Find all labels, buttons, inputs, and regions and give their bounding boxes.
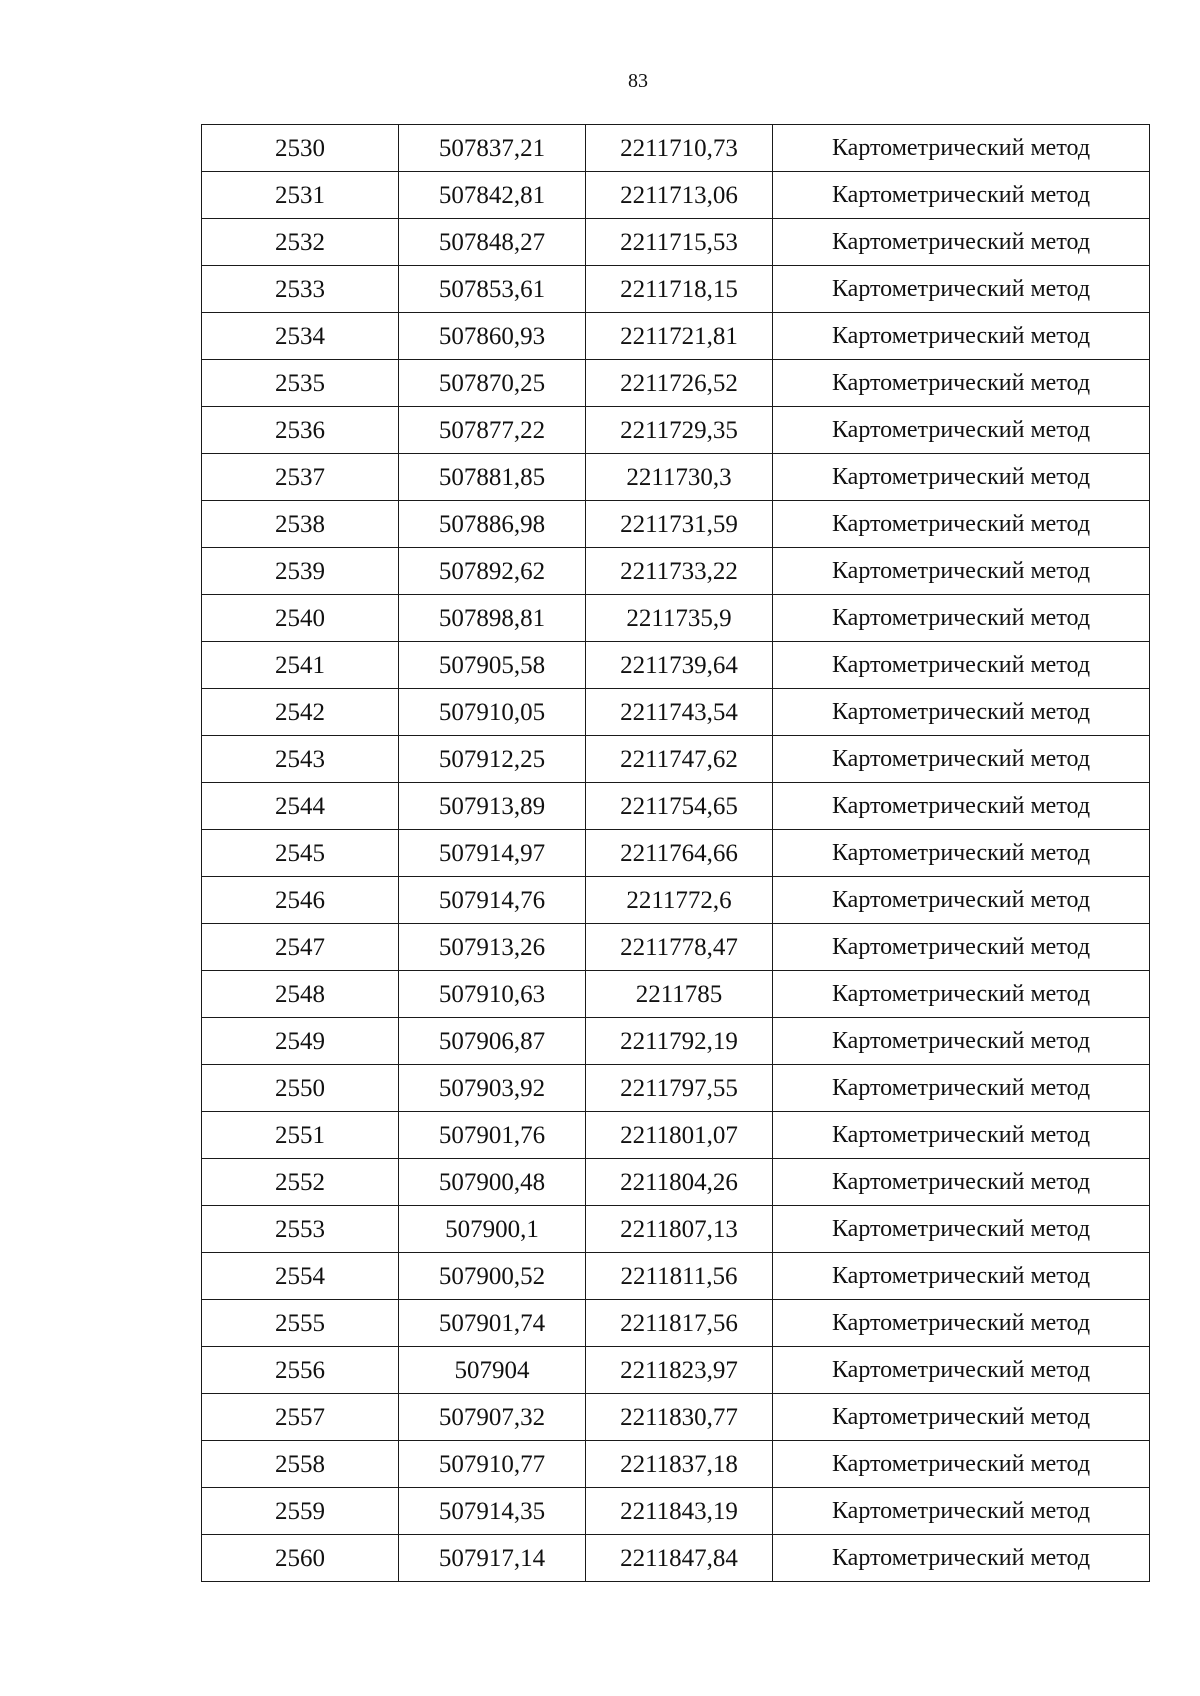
table-row	[202, 313, 1150, 360]
y-coordinate-cell: 2211739,64	[586, 642, 773, 689]
x-coordinate-cell: 507914,76	[399, 877, 586, 924]
point-number-cell: 2552	[202, 1159, 399, 1206]
coordinates-table-body	[202, 125, 1150, 1582]
method-cell: Картометрический метод	[773, 266, 1150, 313]
x-coordinate-cell: 507898,81	[399, 595, 586, 642]
x-coordinate-cell: 507900,52	[399, 1253, 586, 1300]
table-row	[202, 1488, 1150, 1535]
method-cell: Картометрический метод	[773, 313, 1150, 360]
method-cell: Картометрический метод	[773, 172, 1150, 219]
y-coordinate-cell: 2211729,35	[586, 407, 773, 454]
table-row	[202, 1018, 1150, 1065]
page-number: 83	[628, 70, 648, 92]
table-row	[202, 595, 1150, 642]
method-cell: Картометрический метод	[773, 877, 1150, 924]
method-cell: Картометрический метод	[773, 783, 1150, 830]
point-number-cell: 2560	[202, 1535, 399, 1582]
table-row	[202, 1441, 1150, 1488]
point-number-cell: 2553	[202, 1206, 399, 1253]
y-coordinate-cell: 2211721,81	[586, 313, 773, 360]
method-cell: Картометрический метод	[773, 1065, 1150, 1112]
x-coordinate-cell: 507870,25	[399, 360, 586, 407]
method-cell: Картометрический метод	[773, 454, 1150, 501]
y-coordinate-cell: 2211830,77	[586, 1394, 773, 1441]
y-coordinate-cell: 2211804,26	[586, 1159, 773, 1206]
y-coordinate-cell: 2211807,13	[586, 1206, 773, 1253]
point-number-cell: 2531	[202, 172, 399, 219]
y-coordinate-cell: 2211715,53	[586, 219, 773, 266]
x-coordinate-cell: 507910,05	[399, 689, 586, 736]
x-coordinate-cell: 507914,35	[399, 1488, 586, 1535]
method-cell: Картометрический метод	[773, 1159, 1150, 1206]
point-number-cell: 2555	[202, 1300, 399, 1347]
y-coordinate-cell: 2211733,22	[586, 548, 773, 595]
x-coordinate-cell: 507907,32	[399, 1394, 586, 1441]
table-row	[202, 1347, 1150, 1394]
method-cell: Картометрический метод	[773, 548, 1150, 595]
y-coordinate-cell: 2211837,18	[586, 1441, 773, 1488]
x-coordinate-cell: 507901,76	[399, 1112, 586, 1159]
method-cell: Картометрический метод	[773, 1300, 1150, 1347]
x-coordinate-cell: 507848,27	[399, 219, 586, 266]
method-cell: Картометрический метод	[773, 1488, 1150, 1535]
x-coordinate-cell: 507892,62	[399, 548, 586, 595]
point-number-cell: 2539	[202, 548, 399, 595]
table-row	[202, 1253, 1150, 1300]
table-row	[202, 219, 1150, 266]
y-coordinate-cell: 2211764,66	[586, 830, 773, 877]
table-row	[202, 642, 1150, 689]
x-coordinate-cell: 507900,48	[399, 1159, 586, 1206]
x-coordinate-cell: 507853,61	[399, 266, 586, 313]
table-row	[202, 1394, 1150, 1441]
point-number-cell: 2542	[202, 689, 399, 736]
point-number-cell: 2550	[202, 1065, 399, 1112]
x-coordinate-cell: 507904	[399, 1347, 586, 1394]
y-coordinate-cell: 2211743,54	[586, 689, 773, 736]
y-coordinate-cell: 2211843,19	[586, 1488, 773, 1535]
method-cell: Картометрический метод	[773, 407, 1150, 454]
table-row	[202, 1535, 1150, 1582]
table-row	[202, 924, 1150, 971]
point-number-cell: 2537	[202, 454, 399, 501]
table-row	[202, 736, 1150, 783]
x-coordinate-cell: 507914,97	[399, 830, 586, 877]
point-number-cell: 2536	[202, 407, 399, 454]
method-cell: Картометрический метод	[773, 1394, 1150, 1441]
table-row	[202, 360, 1150, 407]
y-coordinate-cell: 2211797,55	[586, 1065, 773, 1112]
point-number-cell: 2558	[202, 1441, 399, 1488]
y-coordinate-cell: 2211754,65	[586, 783, 773, 830]
x-coordinate-cell: 507901,74	[399, 1300, 586, 1347]
y-coordinate-cell: 2211817,56	[586, 1300, 773, 1347]
table-row	[202, 971, 1150, 1018]
method-cell: Картометрический метод	[773, 501, 1150, 548]
point-number-cell: 2533	[202, 266, 399, 313]
point-number-cell: 2547	[202, 924, 399, 971]
method-cell: Картометрический метод	[773, 595, 1150, 642]
y-coordinate-cell: 2211801,07	[586, 1112, 773, 1159]
point-number-cell: 2544	[202, 783, 399, 830]
table-row	[202, 1159, 1150, 1206]
method-cell: Картометрический метод	[773, 1112, 1150, 1159]
x-coordinate-cell: 507912,25	[399, 736, 586, 783]
point-number-cell: 2559	[202, 1488, 399, 1535]
method-cell: Картометрический метод	[773, 1253, 1150, 1300]
table-row	[202, 783, 1150, 830]
y-coordinate-cell: 2211772,6	[586, 877, 773, 924]
y-coordinate-cell: 2211731,59	[586, 501, 773, 548]
point-number-cell: 2540	[202, 595, 399, 642]
x-coordinate-cell: 507886,98	[399, 501, 586, 548]
table-row	[202, 1206, 1150, 1253]
method-cell: Картометрический метод	[773, 1347, 1150, 1394]
table-row	[202, 501, 1150, 548]
point-number-cell: 2538	[202, 501, 399, 548]
y-coordinate-cell: 2211718,15	[586, 266, 773, 313]
coordinates-table	[201, 124, 1150, 1582]
x-coordinate-cell: 507905,58	[399, 642, 586, 689]
table-row	[202, 1112, 1150, 1159]
table-row	[202, 1065, 1150, 1112]
table-row	[202, 454, 1150, 501]
x-coordinate-cell: 507900,1	[399, 1206, 586, 1253]
point-number-cell: 2554	[202, 1253, 399, 1300]
x-coordinate-cell: 507881,85	[399, 454, 586, 501]
method-cell: Картометрический метод	[773, 125, 1150, 172]
point-number-cell: 2532	[202, 219, 399, 266]
method-cell: Картометрический метод	[773, 1206, 1150, 1253]
point-number-cell: 2543	[202, 736, 399, 783]
method-cell: Картометрический метод	[773, 360, 1150, 407]
point-number-cell: 2557	[202, 1394, 399, 1441]
table-row	[202, 407, 1150, 454]
x-coordinate-cell: 507877,22	[399, 407, 586, 454]
x-coordinate-cell: 507906,87	[399, 1018, 586, 1065]
point-number-cell: 2534	[202, 313, 399, 360]
y-coordinate-cell: 2211726,52	[586, 360, 773, 407]
table-row	[202, 125, 1150, 172]
x-coordinate-cell: 507842,81	[399, 172, 586, 219]
table-row	[202, 266, 1150, 313]
y-coordinate-cell: 2211713,06	[586, 172, 773, 219]
y-coordinate-cell: 2211792,19	[586, 1018, 773, 1065]
method-cell: Картометрический метод	[773, 642, 1150, 689]
point-number-cell: 2556	[202, 1347, 399, 1394]
table-row	[202, 689, 1150, 736]
y-coordinate-cell: 2211735,9	[586, 595, 773, 642]
x-coordinate-cell: 507913,89	[399, 783, 586, 830]
y-coordinate-cell: 2211778,47	[586, 924, 773, 971]
point-number-cell: 2545	[202, 830, 399, 877]
method-cell: Картометрический метод	[773, 219, 1150, 266]
table-row	[202, 830, 1150, 877]
x-coordinate-cell: 507910,63	[399, 971, 586, 1018]
point-number-cell: 2535	[202, 360, 399, 407]
x-coordinate-cell: 507860,93	[399, 313, 586, 360]
x-coordinate-cell: 507917,14	[399, 1535, 586, 1582]
point-number-cell: 2548	[202, 971, 399, 1018]
table-row	[202, 172, 1150, 219]
table-row	[202, 877, 1150, 924]
table-row	[202, 1300, 1150, 1347]
y-coordinate-cell: 2211811,56	[586, 1253, 773, 1300]
method-cell: Картометрический метод	[773, 689, 1150, 736]
method-cell: Картометрический метод	[773, 1441, 1150, 1488]
y-coordinate-cell: 2211730,3	[586, 454, 773, 501]
y-coordinate-cell: 2211823,97	[586, 1347, 773, 1394]
point-number-cell: 2541	[202, 642, 399, 689]
point-number-cell: 2530	[202, 125, 399, 172]
table-row	[202, 548, 1150, 595]
y-coordinate-cell: 2211710,73	[586, 125, 773, 172]
method-cell: Картометрический метод	[773, 971, 1150, 1018]
y-coordinate-cell: 2211785	[586, 971, 773, 1018]
y-coordinate-cell: 2211747,62	[586, 736, 773, 783]
method-cell: Картометрический метод	[773, 830, 1150, 877]
y-coordinate-cell: 2211847,84	[586, 1535, 773, 1582]
point-number-cell: 2546	[202, 877, 399, 924]
point-number-cell: 2551	[202, 1112, 399, 1159]
x-coordinate-cell: 507903,92	[399, 1065, 586, 1112]
method-cell: Картометрический метод	[773, 1535, 1150, 1582]
method-cell: Картометрический метод	[773, 736, 1150, 783]
x-coordinate-cell: 507837,21	[399, 125, 586, 172]
method-cell: Картометрический метод	[773, 924, 1150, 971]
x-coordinate-cell: 507910,77	[399, 1441, 586, 1488]
point-number-cell: 2549	[202, 1018, 399, 1065]
method-cell: Картометрический метод	[773, 1018, 1150, 1065]
x-coordinate-cell: 507913,26	[399, 924, 586, 971]
